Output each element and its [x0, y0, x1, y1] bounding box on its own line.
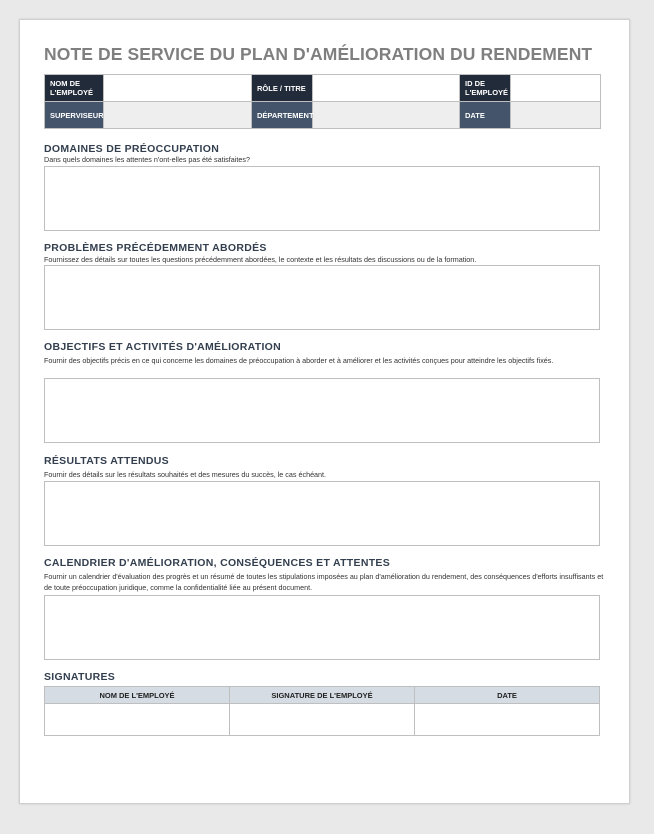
- signature-employee-signature-field[interactable]: [230, 704, 415, 736]
- signature-date-field[interactable]: [415, 704, 600, 736]
- section-title-previous-issues: PROBLÈMES PRÉCÉDEMMENT ABORDÉS: [44, 242, 267, 254]
- date-field[interactable]: [511, 102, 601, 129]
- section-desc-timeline: Fournir un calendrier d'évaluation des progrès et un résumé de toutes les stipulations imposées au plan d'amélioration du rendement, des conséquences d'efforts insuffisants et de toute préoccupation juridique, comme la confidentialité liée au présent document.: [44, 572, 604, 592]
- role-label: RÔLE / TITRE: [252, 75, 313, 102]
- info-row-1: [45, 75, 601, 102]
- info-row-2: [45, 102, 601, 129]
- section-title-objectives: OBJECTIFS ET ACTIVITÉS D'AMÉLIORATION: [44, 341, 282, 353]
- signature-col-employee-signature: SIGNATURE DE L'EMPLOYÉ: [230, 687, 415, 704]
- supervisor-field[interactable]: [104, 102, 252, 129]
- employee-info-table: [44, 74, 601, 129]
- previous-issues-text-area[interactable]: [44, 265, 600, 330]
- document-title: NOTE DE SERVICE DU PLAN D'AMÉLIORATION DU RENDEMENT: [44, 44, 593, 64]
- role-field[interactable]: [313, 75, 460, 102]
- department-label: DÉPARTEMENT: [252, 102, 313, 129]
- signatures-table: [44, 686, 600, 736]
- signatures-entry-row: [45, 704, 600, 736]
- section-desc-objectives: Fournir des objectifs précis en ce qui concerne les domaines de préoccupation à aborder et à améliorer et les activités conçues pour atteindre les objectifs fixés.: [44, 356, 554, 365]
- signature-employee-name-field[interactable]: [45, 704, 230, 736]
- expected-results-text-area[interactable]: [44, 481, 600, 546]
- section-title-timeline: CALENDRIER D'AMÉLIORATION, CONSÉQUENCES ET ATTENTES: [44, 557, 391, 569]
- section-desc-previous-issues: Fournissez des détails sur toutes les questions précédemment abordées, le contexte et les résultats des discussions ou de la formation.: [44, 255, 477, 264]
- section-title-expected-results: RÉSULTATS ATTENDUS: [44, 455, 169, 467]
- employee-name-field[interactable]: [104, 75, 252, 102]
- employee-id-field[interactable]: [511, 75, 601, 102]
- date-label: DATE: [460, 102, 511, 129]
- signature-col-employee-name: NOM DE L'EMPLOYÉ: [45, 687, 230, 704]
- section-desc-expected-results: Fournir des détails sur les résultats souhaités et des mesures du succès, le cas échéant.: [44, 470, 327, 479]
- objectives-text-area[interactable]: [44, 378, 600, 443]
- section-desc-concerns: Dans quels domaines les attentes n'ont-elles pas été satisfaites?: [44, 155, 250, 164]
- signatures-header-row: [45, 687, 600, 704]
- timeline-text-area[interactable]: [44, 595, 600, 660]
- employee-id-label: ID DE L'EMPLOYÉ: [460, 75, 511, 102]
- department-field[interactable]: [313, 102, 460, 129]
- section-title-signatures: SIGNATURES: [44, 671, 116, 683]
- section-title-concerns: DOMAINES DE PRÉOCCUPATION: [44, 143, 220, 155]
- concerns-text-area[interactable]: [44, 166, 600, 231]
- supervisor-label: SUPERVISEUR: [45, 102, 104, 129]
- signature-col-date: DATE: [415, 687, 600, 704]
- employee-name-label: NOM DE L'EMPLOYÉ: [45, 75, 104, 102]
- document-page: [19, 19, 630, 804]
